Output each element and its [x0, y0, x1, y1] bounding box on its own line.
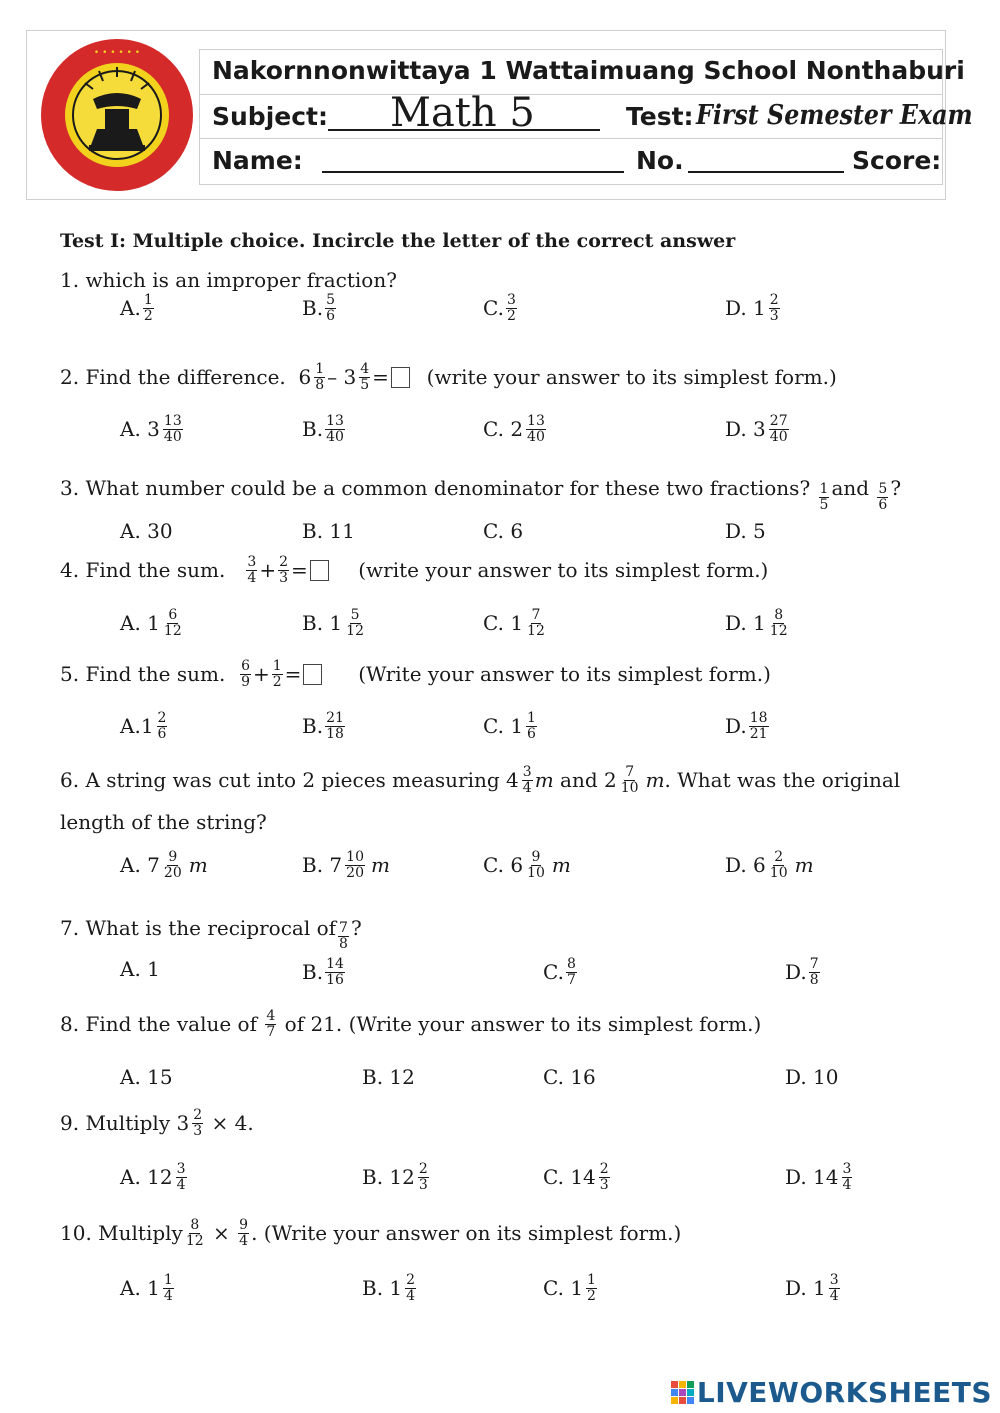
q5-option-c[interactable]: C. 1 $\frac{1}{6}$: [483, 710, 536, 742]
q4-option-a[interactable]: A. 1 $\frac{6}{12}$: [120, 607, 182, 639]
q8-option-b[interactable]: B. 12: [362, 1065, 415, 1089]
q1-option-b[interactable]: B. $\frac{5}{6}$: [302, 292, 335, 324]
header-form: [199, 49, 973, 185]
section-title: Test I: Multiple choice. Incircle the letter of the correct answer: [60, 230, 736, 252]
q2-option-d[interactable]: D. 3 $\frac{27}{40}$: [725, 413, 788, 445]
q4-option-d[interactable]: D. 1 $\frac{8}{12}$: [725, 607, 788, 639]
q9-option-d[interactable]: D. 14 $\frac{3}{4}$: [785, 1161, 852, 1193]
question-1: 1. which is an improper fraction?: [60, 268, 397, 292]
q10-option-a[interactable]: A. 1 $\frac{1}{4}$: [120, 1272, 173, 1304]
answer-box[interactable]: [391, 367, 410, 388]
score-label: Score:: [852, 146, 942, 175]
name-input[interactable]: [322, 171, 624, 173]
q1-option-d[interactable]: D. 1 $\frac{2}{3}$: [725, 292, 779, 324]
q6-option-a[interactable]: A. 7 $\frac{9}{20}$ m: [120, 849, 208, 881]
question-8: 8. Find the value of $\frac{4}{7}$ of 21. (Write your answer to its simplest form.): [60, 1008, 762, 1040]
liveworksheets-logo[interactable]: [671, 1376, 992, 1409]
q8-option-a[interactable]: A. 15: [120, 1065, 173, 1089]
subject-row: [200, 90, 973, 139]
number-label: No.: [636, 146, 684, 175]
question-3: 3. What number could be a common denominator for these two fractions? $\frac{1}{5}$ and $\frac{5}{6}$ ?: [60, 476, 902, 513]
q5-option-d[interactable]: D. $\frac{18}{21}$: [725, 710, 768, 742]
q9-option-b[interactable]: B. 12 $\frac{2}{3}$: [362, 1161, 428, 1193]
q9-option-c[interactable]: C. 14 $\frac{2}{3}$: [543, 1161, 609, 1193]
q2-option-b[interactable]: B. $\frac{13}{40}$: [302, 413, 344, 445]
question-5: 5. Find the sum. $\frac{6}{9}$ + $\frac{1}{2}$ = (Write your answer to its simplest form.): [60, 658, 771, 690]
q10-option-b[interactable]: B. 1 $\frac{2}{4}$: [362, 1272, 416, 1304]
q5-option-a[interactable]: A. 1 $\frac{2}{6}$: [120, 710, 167, 742]
number-input[interactable]: [688, 171, 844, 173]
test-value: First Semester Exam: [696, 100, 973, 131]
name-label: Name:: [212, 146, 303, 175]
q2-option-a[interactable]: A. 3 $\frac{13}{40}$: [120, 413, 182, 445]
worksheet-header: [26, 30, 973, 200]
svg-text:• • • • • •: • • • • • •: [93, 48, 141, 58]
q3-option-d[interactable]: D. 5: [725, 519, 766, 543]
q4-option-c[interactable]: C. 1 $\frac{7}{12}$: [483, 607, 545, 639]
answer-box[interactable]: [310, 560, 329, 581]
q1-option-a[interactable]: A. $\frac{1}{2}$: [120, 292, 153, 324]
question-6: 6. A string was cut into 2 pieces measuring 4 $\frac{3}{4}$ m and 2 $\frac{7}{10}$ m . What was the original: [60, 764, 901, 796]
q6-option-c[interactable]: C. 6 $\frac{9}{10}$ m: [483, 849, 571, 881]
question-2: 2. Find the difference. 6 $\frac{1}{8}$ – 3 $\frac{4}{5}$ = (write your answer to its simplest form.): [60, 361, 837, 393]
q1-option-c[interactable]: C. $\frac{3}{2}$: [483, 292, 516, 324]
subject-label: Subject:: [212, 102, 328, 131]
question-9: 9. Multiply 3 $\frac{2}{3}$ × 4.: [60, 1107, 254, 1139]
q5-option-b[interactable]: B. $\frac{21}{18}$: [302, 710, 344, 742]
q9-option-a[interactable]: A. 12 $\frac{3}{4}$: [120, 1161, 186, 1193]
question-4: 4. Find the sum. $\frac{3}{4}$ + $\frac{2}{3}$ = (write your answer to its simplest form.): [60, 554, 769, 586]
test-label: Test:: [626, 102, 694, 131]
q7-option-b[interactable]: B. $\frac{14}{16}$: [302, 956, 344, 988]
name-row: [200, 138, 942, 182]
liveworksheets-grid-icon: [671, 1381, 695, 1405]
school-name: Nakornnonwittaya 1 Wattaimuang School Nonthaburi: [212, 56, 965, 85]
q7-option-d[interactable]: D. $\frac{7}{8}$: [785, 956, 819, 988]
question-10: 10. Multiply $\frac{8}{12}$ × $\frac{9}{4}$ . (Write your answer on its simplest form.): [60, 1217, 682, 1249]
school-row: [200, 50, 965, 95]
brand-text: LIVEWORKSHEETS: [696, 1376, 992, 1409]
q3-option-b[interactable]: B. 11: [302, 519, 355, 543]
q2-option-c[interactable]: C. 2 $\frac{13}{40}$: [483, 413, 545, 445]
q7-option-c[interactable]: C. $\frac{8}{7}$: [543, 956, 576, 988]
school-seal-icon: [39, 37, 195, 193]
subject-value[interactable]: Math 5: [390, 90, 535, 136]
q4-option-b[interactable]: B. 1 $\frac{5}{12}$: [302, 607, 364, 639]
q8-option-c[interactable]: C. 16: [543, 1065, 596, 1089]
q6-option-b[interactable]: B. 7 $\frac{10}{20}$ m: [302, 849, 390, 881]
q10-option-d[interactable]: D. 1 $\frac{3}{4}$: [785, 1272, 839, 1304]
question-7: 7. What is the reciprocal of $\frac{7}{8}$ ?: [60, 916, 362, 952]
q10-option-c[interactable]: C. 1 $\frac{1}{2}$: [543, 1272, 596, 1304]
q6-option-d[interactable]: D. 6 $\frac{2}{10}$ m: [725, 849, 814, 881]
q3-option-c[interactable]: C. 6: [483, 519, 524, 543]
q7-option-a[interactable]: A. 1: [120, 957, 160, 981]
question-6-line-2: length of the string?: [60, 810, 267, 834]
q3-option-a[interactable]: A. 30: [120, 519, 173, 543]
q8-option-d[interactable]: D. 10: [785, 1065, 839, 1089]
answer-box[interactable]: [303, 664, 322, 685]
